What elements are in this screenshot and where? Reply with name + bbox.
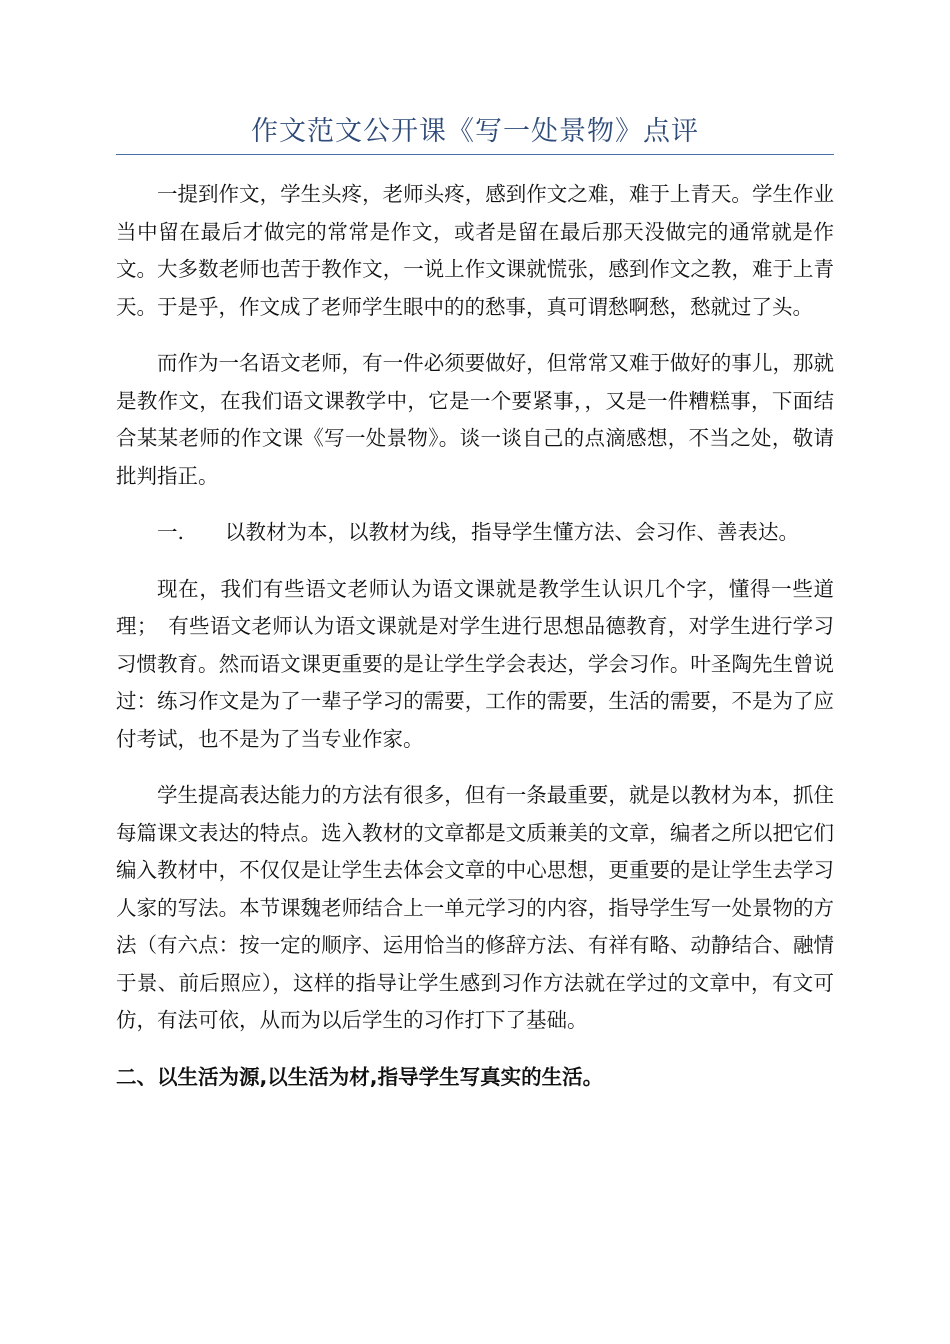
paragraph-purpose: 而作为一名语文老师，有一件必须要做好，但常常又难于做好的事儿，那就是教作文，在我们语文课教学中，它是一个要紧事，，又是一件糟糕事，下面结合某某老师的作文课《写一处景物》。谈一谈自己的点滴感想，不当之处，敬请批判指正。 <box>116 351 834 488</box>
title-underline <box>116 154 834 155</box>
document-body <box>116 176 834 1096</box>
section-one-heading: 一. 以教材为本，以教材为线，指导学生懂方法、会习作、善表达。 <box>157 520 800 544</box>
document-title: 作文范文公开课《写一处景物》点评 <box>251 116 699 147</box>
paragraph-method: 学生提高表达能力的方法有很多，但有一条最重要，就是以教材为本，抓住每篇课文表达的特点。选入教材的文章都是文质兼美的文章，编者之所以把它们编入教材中，不仅仅是让学生去体会文章的中心思想，更重要的是让学生去学习人家的写法。本节课魏老师结合上一单元学习的内容，指导学生写一处景物的方法（有六点：按一定的顺序、运用恰当的修辞方法、有祥有略、动静结合、融情于景、前后照应），这样的指导让学生感到习作方法就在学过的文章中，有文可仿，有法可依，从而为以后学生的习作打下了基础。 <box>116 783 834 1032</box>
section-two-heading: 二、以生活为源,以生活为材,指导学生写真实的生活。 <box>116 1064 604 1089</box>
paragraph-intro: 一提到作文，学生头疼，老师头疼，感到作文之难，难于上青天。学生作业当中留在最后才做完的常常是作文，或者是留在最后那天没做完的通常就是作文。大多数老师也苦于教作文，一说上作文课就慌张，感到作文之教，难于上青天。于是乎，作文成了老师学生眼中的的愁事，真可谓愁啊愁，愁就过了头。 <box>116 182 834 319</box>
paragraph-view: 现在，我们有些语文老师认为语文课就是教学生认识几个字，懂得一些道理； 有些语文老师认为语文课就是对学生进行思想品德教育，对学生进行学习习惯教育。然而语文课更重要的是让学生学会表达，学会习作。叶圣陶先生曾说过：练习作文是为了一辈子学习的需要，工作的需要，生活的需要，不是为了应付考试，也不是为了当专业作家。 <box>116 576 834 751</box>
